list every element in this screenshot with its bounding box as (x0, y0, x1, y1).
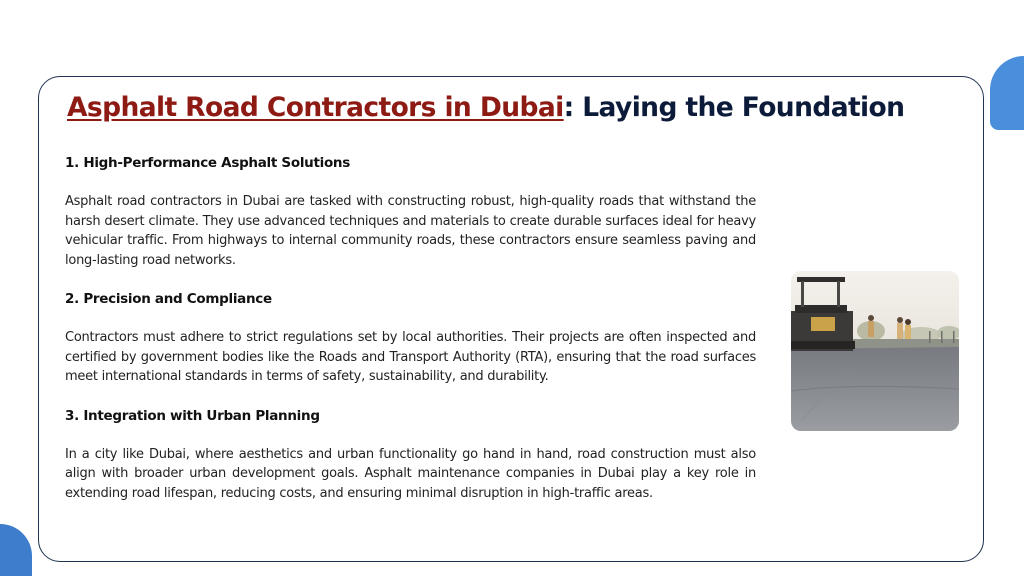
corner-accent-bottom-left (0, 524, 32, 576)
section-heading: 2. Precision and Compliance (65, 291, 272, 307)
section-heading: 1. High-Performance Asphalt Solutions (65, 155, 350, 171)
corner-accent-top-right (990, 56, 1024, 130)
title-link[interactable]: Asphalt Road Contractors in Dubai (67, 92, 564, 123)
section-heading: 3. Integration with Urban Planning (65, 407, 320, 424)
title-rest: : Laying the Foundation (563, 92, 905, 123)
content-card (38, 76, 984, 562)
article-body (65, 153, 756, 503)
asphalt-paving-photo (791, 271, 959, 431)
section-paragraph: In a city like Dubai, where aesthetics and urban functionality go hand in hand, road construction must also align with broader urban development goals. Asphalt maintenance companies in Dubai play a key role in extending road lifespan, reducing costs, and ensuring minimal disruption in high-traffic areas. (65, 446, 756, 501)
slide-title (67, 91, 904, 125)
section-paragraph: Asphalt road contractors in Dubai are tasked with constructing robust, high-quality roads that withstand the harsh desert climate. They use advanced techniques and materials to create durable surfaces ideal for heavy vehicular traffic. From highways to internal community roads, these contractors ensure seamless paving and long-lasting road networks. (65, 194, 756, 268)
section-paragraph: Contractors must adhere to strict regulations set by local authorities. Their projects are often inspected and certified by government bodies like the Roads and Transport Authority (RTA), ensuring that the road surfaces meet international standards in terms of safety, sustainability, and durability. (65, 330, 756, 384)
